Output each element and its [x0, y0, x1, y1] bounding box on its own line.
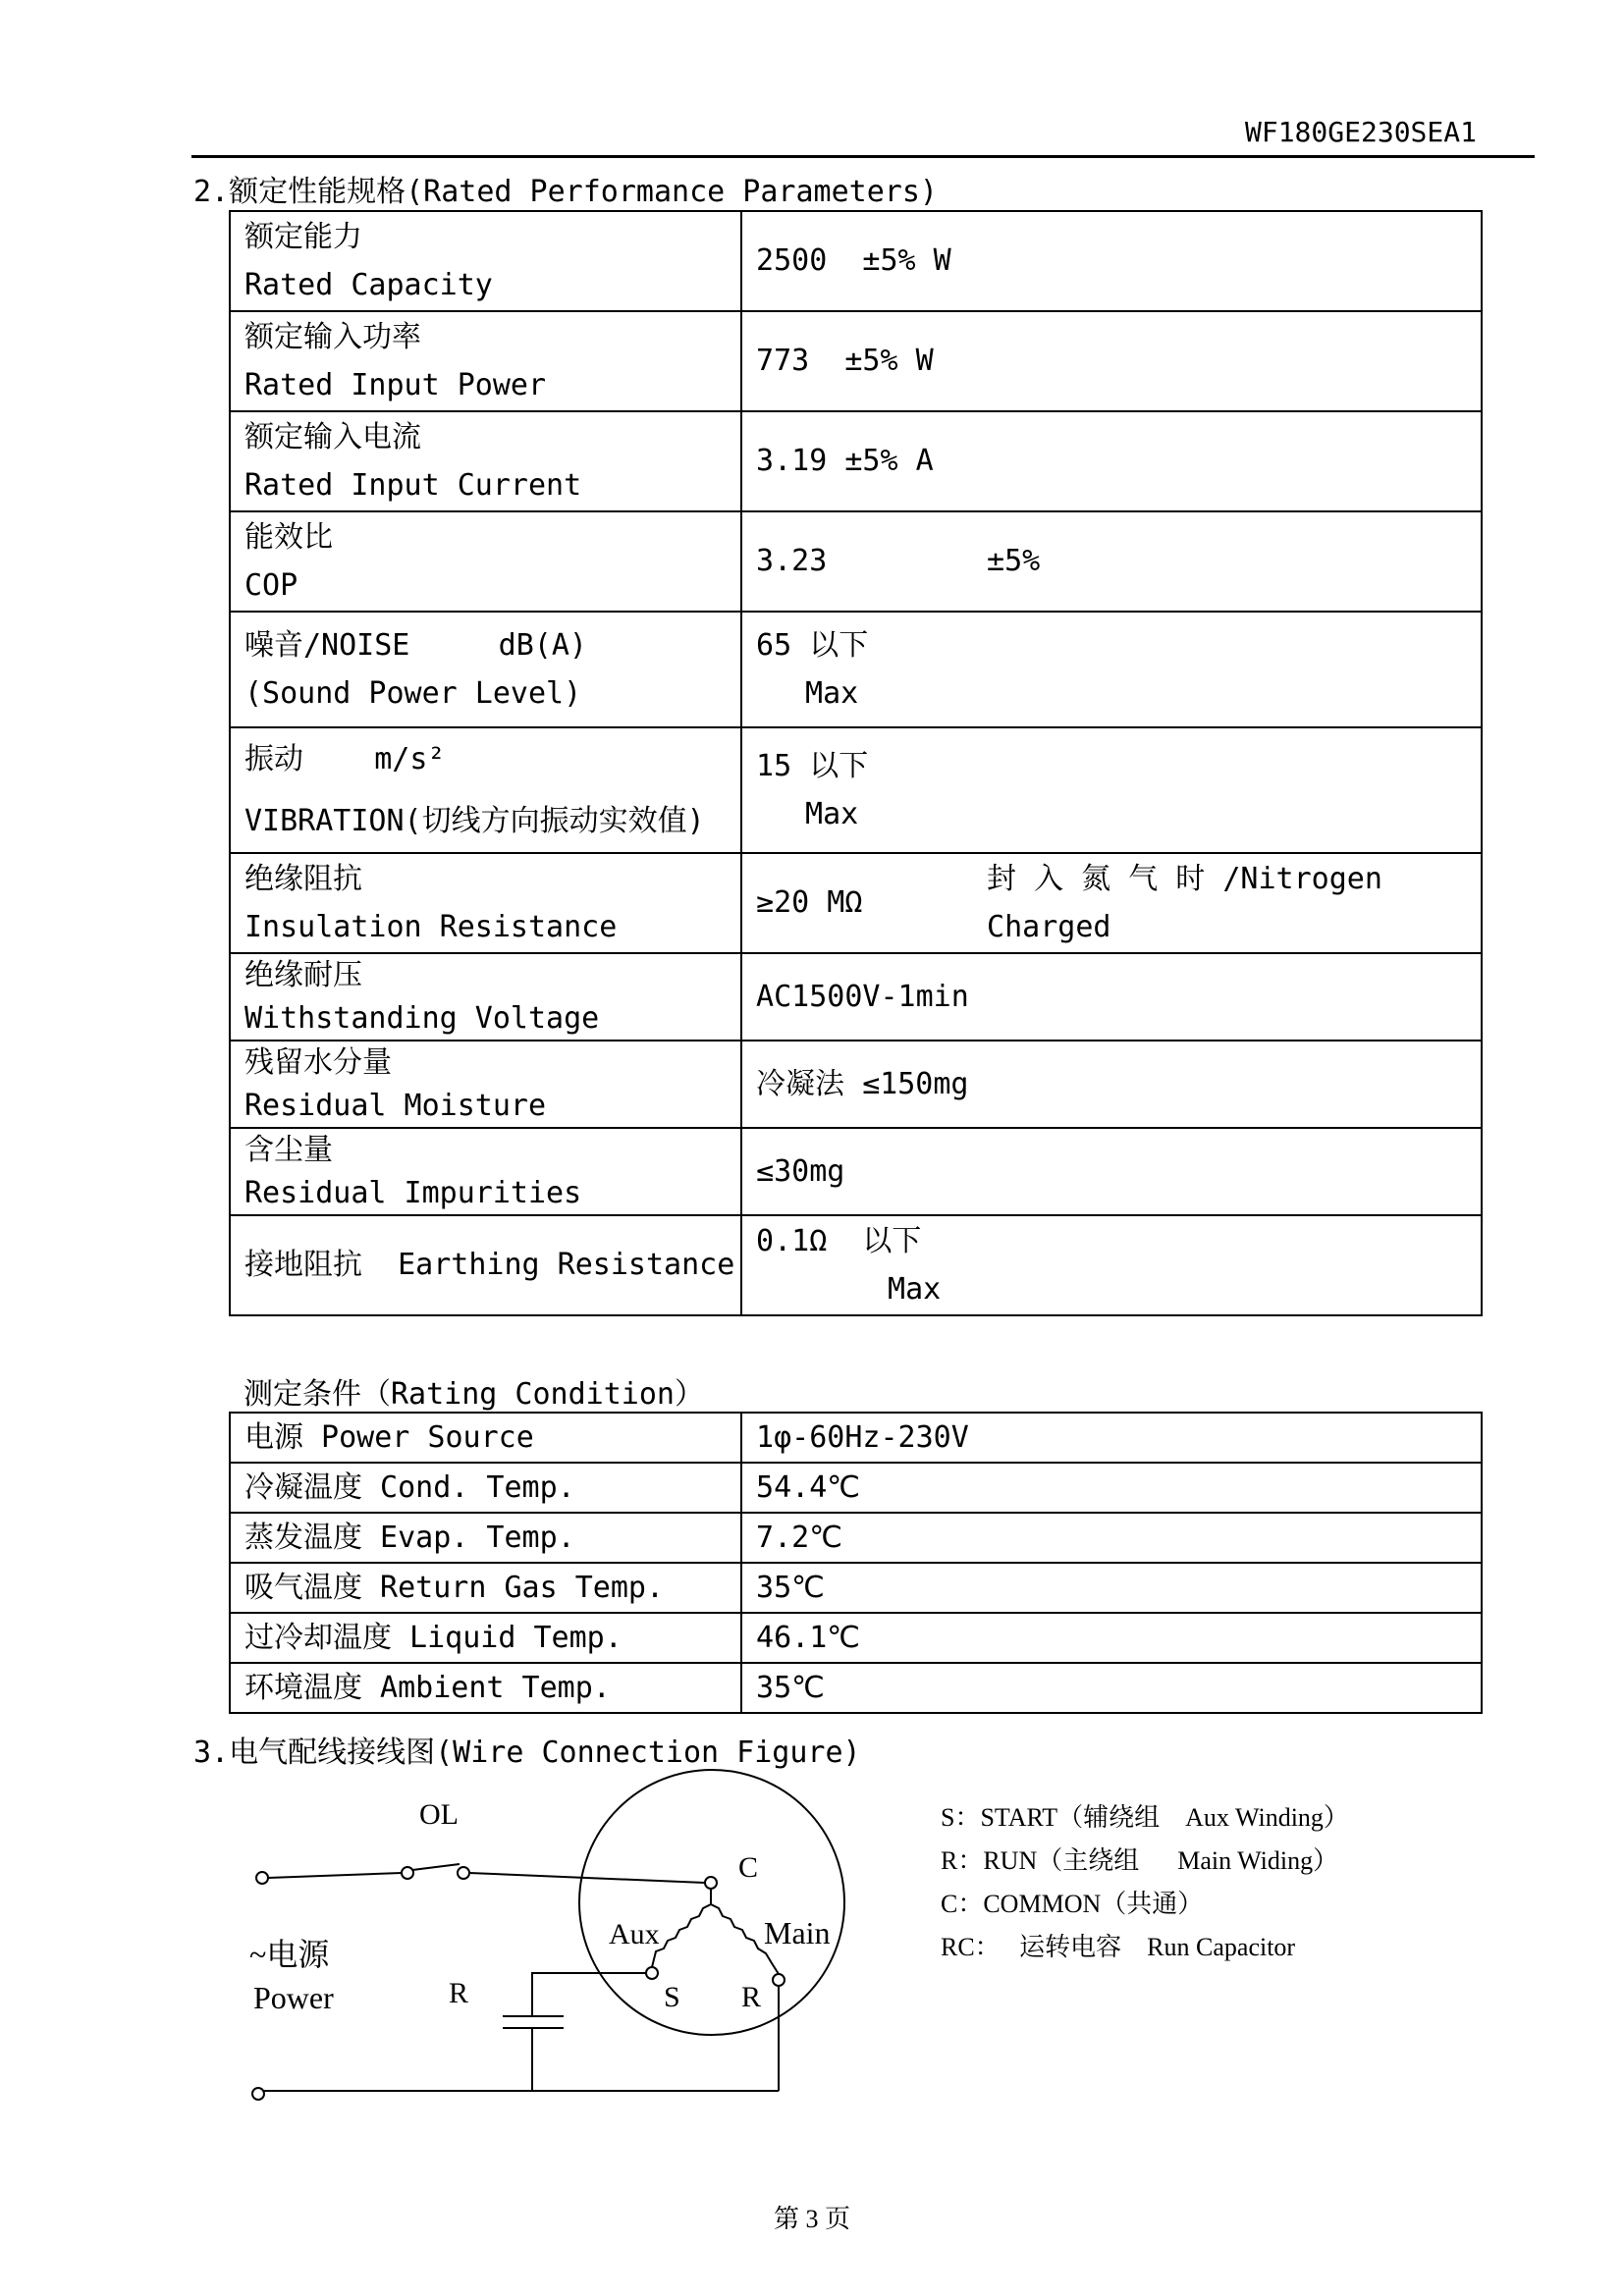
rated-capacity-label-cn: 额定能力: [244, 219, 362, 254]
rating-condition-title: 测定条件（Rating Condition）: [244, 1377, 704, 1412]
noise-max: Max: [805, 676, 859, 711]
terminal-s: [646, 1967, 658, 1979]
wiring-section-title: 3.电气配线接线图(Wire Connection Figure): [193, 1735, 861, 1770]
rated-input-current-value: 3.19 ±5% A: [756, 444, 934, 479]
residual-moisture-label-en: Residual Moisture: [244, 1088, 547, 1123]
wire-power-to-ol: [268, 1873, 402, 1878]
vibration-value: 15 以下: [756, 748, 869, 783]
ol-label: OL: [419, 1798, 459, 1831]
return-gas-temp-label: 吸气温度 Return Gas Temp.: [230, 1563, 741, 1613]
aux-winding-coil: [652, 1904, 711, 1967]
rated-input-current-label-en: Rated Input Current: [244, 468, 582, 503]
document-id: WF180GE230SEA1: [1244, 116, 1477, 148]
power-label-en: Power: [253, 1980, 334, 2015]
power-label-cn: ~电源: [249, 1937, 330, 1972]
residual-impurities-value: ≤30mg: [756, 1153, 845, 1189]
legend-run-capacitor: RC： 运转电容 Run Capacitor: [941, 1933, 1296, 1961]
legend-common: C：COMMON（共通）: [941, 1890, 1204, 1918]
ambient-temp-value: 35℃: [741, 1663, 1482, 1713]
cop-label-cn: 能效比: [244, 519, 333, 555]
wire-s-to-capacitor: [532, 1973, 646, 2016]
rated-capacity-label-en: Rated Capacity: [244, 268, 493, 302]
ol-contact-left: [402, 1867, 413, 1879]
s-label: S: [664, 1981, 680, 2013]
rated-section-title: 2.额定性能规格(Rated Performance Parameters): [193, 175, 938, 209]
insulation-label-cn: 绝缘阻抗: [244, 861, 362, 896]
power-source-label: 电源 Power Source: [230, 1413, 741, 1463]
vibration-label-cn: 振动 m/s²: [244, 741, 446, 776]
earthing-label: 接地阻抗 Earthing Resistance: [244, 1248, 735, 1283]
withstanding-value: AC1500V-1min: [756, 979, 969, 1014]
power-source-value: 1φ-60Hz-230V: [741, 1413, 1482, 1463]
residual-impurities-label-en: Residual Impurities: [244, 1175, 582, 1210]
cond-temp-label: 冷凝温度 Cond. Temp.: [230, 1463, 741, 1513]
rated-input-power-label-cn: 额定输入功率: [244, 319, 421, 354]
return-gas-temp-value: 35℃: [741, 1563, 1482, 1613]
earthing-max: Max: [888, 1272, 942, 1307]
page-number: 第 3 页: [773, 2205, 850, 2233]
insulation-label-en: Insulation Resistance: [244, 910, 618, 944]
cop-tolerance: ±5%: [987, 544, 1041, 579]
insulation-note-line1: 封 入 氮 气 时 /Nitrogen: [987, 861, 1382, 896]
cop-value: 3.23: [756, 544, 828, 579]
power-terminal-top: [256, 1872, 268, 1884]
liquid-temp-value: 46.1℃: [741, 1613, 1482, 1663]
legend-run: R：RUN（主绕组 Main Widing）: [941, 1846, 1339, 1875]
wiring-legend: [941, 1796, 1349, 1969]
ambient-temp-label: 环境温度 Ambient Temp.: [230, 1663, 741, 1713]
aux-label: Aux: [609, 1918, 660, 1950]
rated-input-power-label-en: Rated Input Power: [244, 368, 547, 402]
ol-switch-blade: [412, 1864, 460, 1870]
noise-label-cn: 噪音/NOISE dB(A): [244, 627, 587, 663]
evap-temp-value: 7.2℃: [741, 1513, 1482, 1563]
vibration-max: Max: [805, 797, 859, 831]
residual-moisture-label-cn: 残留水分量: [244, 1045, 392, 1080]
evap-temp-label: 蒸发温度 Evap. Temp.: [230, 1513, 741, 1563]
vibration-label-en: VIBRATION(切线方向振动实效值): [244, 804, 705, 838]
ol-contact-right: [458, 1867, 469, 1879]
cond-temp-value: 54.4℃: [741, 1463, 1482, 1513]
main-label: Main: [764, 1915, 831, 1950]
terminal-c: [705, 1877, 717, 1889]
legend-start: S：START（辅绕组 Aux Winding）: [941, 1803, 1349, 1832]
liquid-temp-label: 过冷却温度 Liquid Temp.: [230, 1613, 741, 1663]
withstanding-label-en: Withstanding Voltage: [244, 1000, 600, 1036]
rated-input-power-value: 773 ±5% W: [756, 344, 934, 379]
rated-capacity-value: 2500 ±5% W: [756, 243, 951, 279]
withstanding-label-cn: 绝缘耐压: [244, 958, 362, 992]
r-left-label: R: [449, 1977, 469, 2009]
r-terminal-label: R: [741, 1981, 762, 2013]
insulation-value: ≥20 MΩ: [756, 885, 863, 921]
cop-label-en: COP: [244, 568, 298, 603]
wire-ol-to-c: [469, 1873, 705, 1883]
c-label: C: [738, 1851, 759, 1884]
power-terminal-bottom: [252, 2088, 264, 2100]
residual-impurities-label-cn: 含尘量: [244, 1133, 333, 1167]
noise-value: 65 以下: [756, 627, 869, 663]
earthing-value: 0.1Ω 以下: [756, 1223, 922, 1258]
insulation-note-line2: Charged: [987, 910, 1111, 944]
residual-moisture-value: 冷凝法 ≤150mg: [756, 1066, 969, 1101]
rated-input-current-label-cn: 额定输入电流: [244, 419, 421, 454]
terminal-r: [773, 1974, 785, 1986]
noise-label-en: (Sound Power Level): [244, 676, 582, 711]
